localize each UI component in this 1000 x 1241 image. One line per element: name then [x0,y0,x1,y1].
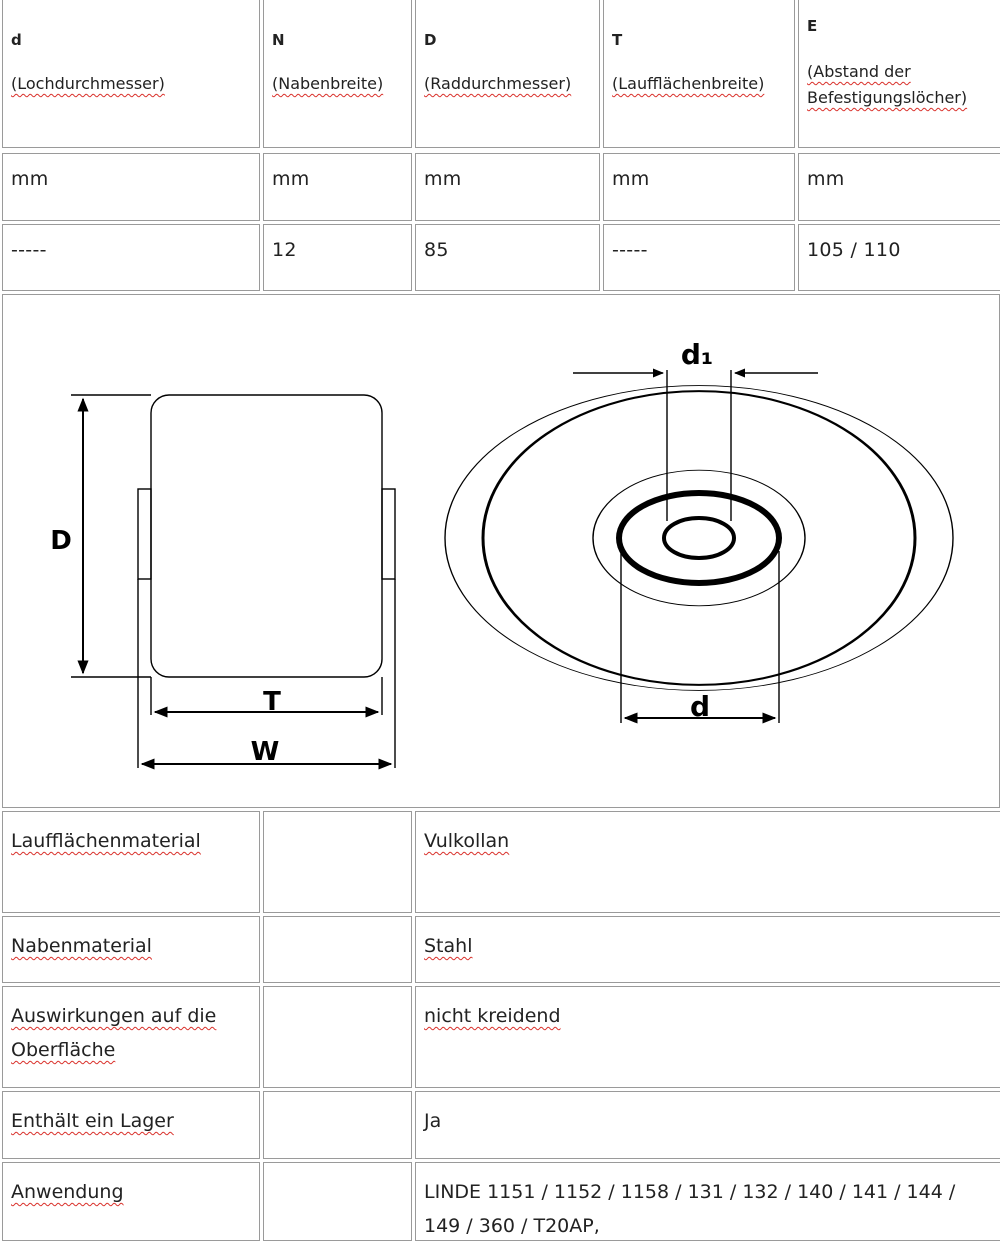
header-description: (Laufflächenbreite) [612,74,765,93]
property-label-line2: Oberfläche [11,1039,116,1061]
header-cell-e [798,0,1000,148]
value-cell [603,224,795,291]
side-view [71,395,395,768]
header-description: (Nabenbreite) [272,74,384,93]
header-description: (Lochdurchmesser) [11,74,165,93]
front-view-hub-bold-ring [619,493,779,583]
side-view-hub-right [382,489,395,579]
property-value: Vulkollan [424,830,510,852]
property-value-cell [415,986,1000,1088]
property-label: Laufflächenmaterial [11,830,201,852]
header-cell-big-d [415,0,600,148]
header-description: (Raddurchmesser) [424,74,572,93]
unit-cell [263,153,412,221]
property-value-cell [415,811,1000,913]
property-empty-cell [263,916,412,983]
value-cell [415,224,600,291]
overall-width-label: W [250,737,280,767]
wheel-dimension-diagram [2,294,1000,808]
property-label [11,999,216,1067]
header-code: N [272,31,285,49]
property-value-cell [415,1162,1000,1241]
property-label: Nabenmaterial [11,935,152,957]
property-empty-cell [263,811,412,913]
side-height-label: D [50,526,72,556]
property-value-line2: 149 / 360 / T20AP, [424,1215,600,1237]
side-view-hub-left [138,489,151,579]
unit-cell [798,153,1000,221]
value-cell [798,224,1000,291]
value-text: ----- [612,239,648,261]
wheel-drawing [3,295,1000,809]
property-value: Ja [424,1110,442,1132]
property-label: Anwendung [11,1181,124,1203]
header-cell-n [263,0,412,148]
front-view [445,370,953,723]
property-label-cell [2,1162,260,1241]
header-code: D [424,31,437,49]
header-cell-d [2,0,260,148]
front-view-tread-ring [483,391,915,685]
header-description-line2: Befestigungslöcher) [807,88,968,107]
property-label-cell [2,916,260,983]
header-code: T [612,31,623,49]
unit-text: mm [272,168,310,190]
property-empty-cell [263,1091,412,1159]
side-view-tread [151,395,382,677]
tread-width-label: T [263,687,281,717]
property-value [424,1175,955,1241]
header-code: E [807,17,818,35]
unit-cell [2,153,260,221]
property-value-cell [415,1091,1000,1159]
value-text: 85 [424,239,449,261]
value-text: 105 / 110 [807,239,901,261]
property-label: Enthält ein Lager [11,1110,174,1132]
front-view-bore [664,518,734,558]
property-empty-cell [263,1162,412,1241]
header-cell-t [603,0,795,148]
property-value-line1: LINDE 1151 / 1152 / 1158 / 131 / 132 / 140 / 141 / 144 / [424,1181,956,1203]
header-description-line1: (Abstand der [807,62,911,81]
property-empty-cell [263,986,412,1088]
unit-text: mm [807,168,845,190]
unit-text: mm [424,168,462,190]
header-description [807,59,967,111]
value-text: 12 [272,239,297,261]
unit-text: mm [11,168,49,190]
bore-label: d₁ [680,338,714,371]
property-value: nicht kreidend [424,1005,561,1027]
value-cell [2,224,260,291]
front-view-outer-ring [445,386,953,691]
property-label-line1: Auswirkungen auf die [11,1005,217,1027]
header-code: d [11,31,22,49]
property-label-cell [2,986,260,1088]
value-text: ----- [11,239,47,261]
property-label-cell [2,1091,260,1159]
unit-cell [415,153,600,221]
unit-text: mm [612,168,650,190]
property-label-cell [2,811,260,913]
value-cell [263,224,412,291]
hub-diameter-label: d [689,690,711,723]
property-value: Stahl [424,935,473,957]
property-value-cell [415,916,1000,983]
unit-cell [603,153,795,221]
